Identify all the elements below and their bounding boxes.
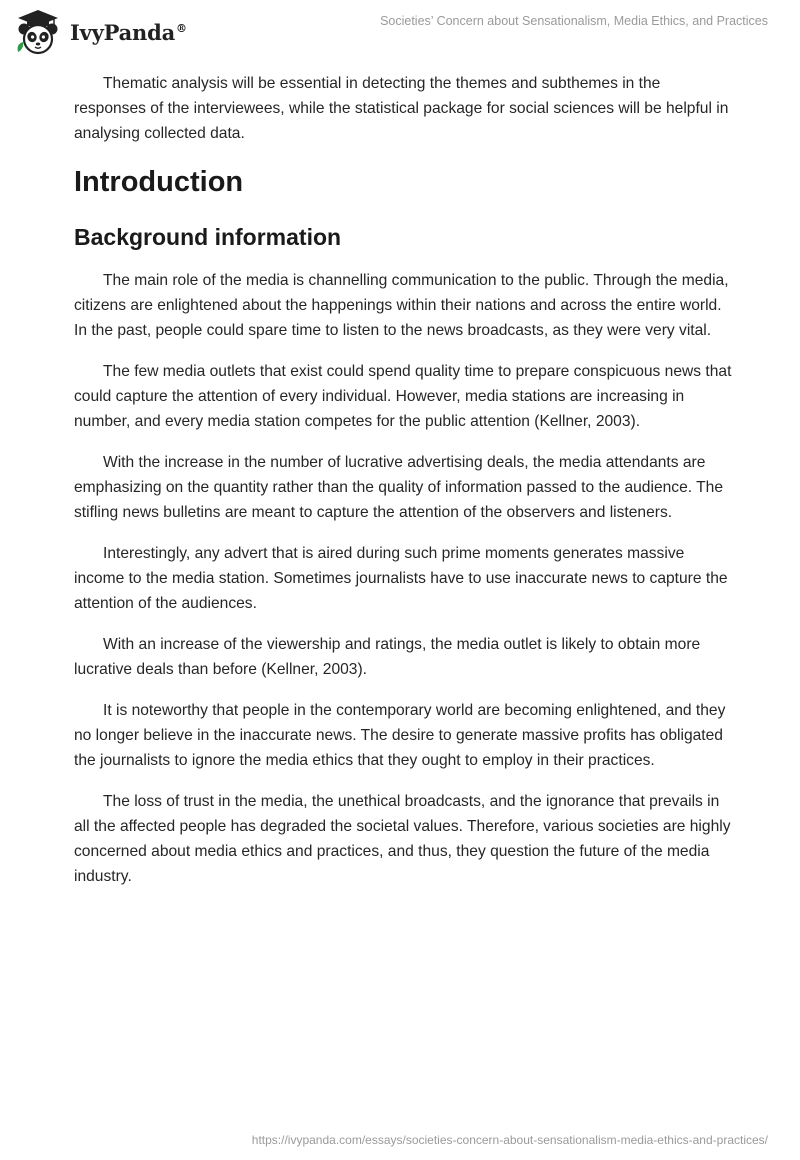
body-paragraph: With an increase of the viewership and ratings, the media outlet is likely to obtain more lucrative deals than before (Kellner, 2003). <box>74 636 701 678</box>
brand-name: IvyPanda® <box>70 19 187 45</box>
body-paragraph: Interestingly, any advert that is aired during such prime moments generates massive income to the media station. Sometimes journalists have to use inaccurate news to capture the attention of the audiences. <box>74 545 728 612</box>
body-paragraph: The main role of the media is channelling communication to the public. Through the media, citizens are enlightened about the happenings within their nations and across the entire world. In the past, people could spare time to listen to the news broadcasts, as they were very vital. <box>74 272 729 339</box>
running-title: Societies’ Concern about Sensationalism, Media Ethics, and Practices <box>380 14 768 28</box>
subsection-title: Background information <box>74 224 342 250</box>
body-paragraph: With the increase in the number of lucrative advertising deals, the media attendants are emphasizing on the quantity rather than the quality of information passed to the audience. The stifling news bulletins are meant to capture the attention of the observers and listeners. <box>74 454 724 521</box>
intro-paragraph: Thematic analysis will be essential in detecting the themes and subthemes in the responses of the interviewees, while the statistical package for social sciences will be helpful in analysing collected data. <box>74 75 729 142</box>
body-paragraph: The loss of trust in the media, the unethical broadcasts, and the ignorance that prevails in all the affected people has degraded the societal values. Therefore, various societies are highly concerned about media ethics and practices, and thus, they question the future of the media industry. <box>74 793 731 885</box>
section-title: Introduction <box>74 166 244 198</box>
panda-graduate-icon <box>14 8 62 56</box>
body-paragraph: The few media outlets that exist could spend quality time to prepare conspicuous news that could capture the attention of every individual. However, media stations are increasing in number, and every media station competes for the public attention (Kellner, 2003). <box>74 363 732 430</box>
page-header <box>0 0 800 64</box>
article-body <box>74 71 734 905</box>
body-paragraph: It is noteworthy that people in the contemporary world are becoming enlightened, and they no longer believe in the inaccurate news. The desire to generate massive profits has obligated the journalists to ignore the media ethics that they ought to employ in their practices. <box>74 702 726 769</box>
brand-logo[interactable] <box>14 8 187 56</box>
registered-mark: ® <box>176 21 187 35</box>
source-url[interactable]: https://ivypanda.com/essays/societies-concern-about-sensationalism-media-ethics-and-practices/ <box>251 1133 768 1147</box>
